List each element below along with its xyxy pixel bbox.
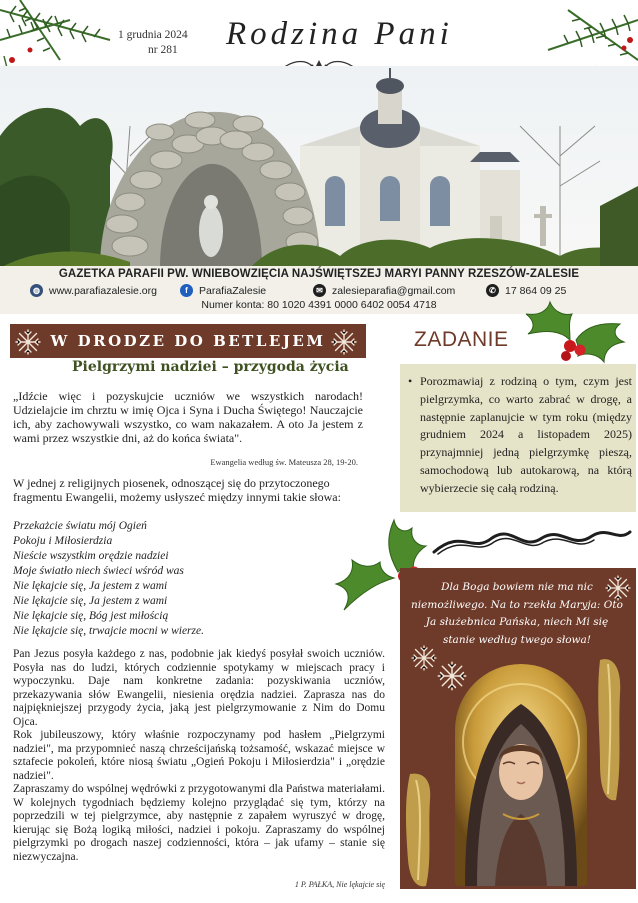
article-body bbox=[13, 648, 385, 864]
task-bullet: • bbox=[408, 374, 413, 388]
holly-leaves-icon bbox=[520, 300, 630, 366]
decorative-scribble-icon bbox=[432, 524, 632, 558]
bank-account: Numer konta: 80 1020 4391 0000 6402 0054 4718 bbox=[201, 299, 437, 311]
song-line: Pokoju i Miłosierdzia bbox=[13, 535, 113, 547]
article-banner bbox=[10, 324, 366, 358]
church-grotto-photo bbox=[0, 66, 638, 268]
gold-brush-stroke bbox=[402, 770, 438, 890]
snowflake-icon bbox=[14, 328, 42, 356]
phone-number[interactable]: 17 864 09 25 bbox=[505, 284, 567, 297]
article-intro: W jednej z religijnych piosenek, odnoszącej się do przytoczonego fragmentu Ewangelii, możemy usłyszeć między innymi takie słowa: bbox=[13, 476, 341, 504]
article-paragraph: Pan Jezus posyła każdego z nas, podobnie jak kiedyś posyłał swoich uczniów. Posyła nas do ludzi, których codziennie spotykamy w miejscach pracy i wypoczynku. Daje nam konkretne zadania: pozyskiwania uczniów, przekazywania słów Ewangelii, niesienia orędzia nadziei. Zaprasza nas do najpiękniejszej przygody życia, jaką jest pielgrzymowanie z Nim do Domu Ojca. bbox=[13, 648, 385, 728]
globe-icon: ◍ bbox=[30, 284, 43, 297]
article-paragraph: Zapraszamy do wspólnej wędrówki z przygotowanymi dla Państwa materiałami. W kolejnych tygodniach będziemy kolejno przyglądać się tym, którzy na poprzedzili w tej pielgrzymce, aby następnie z zapałem wyruszyć w drogę, kierując się Bożą logiką miłości, nadziei i pokoju. Zapraszamy do wspólnej pielgrzymki po drogach naszej codzienności, która – jak ufamy – stanie się niezwyczajna. bbox=[13, 783, 385, 863]
website-contact[interactable] bbox=[30, 284, 157, 297]
website-link[interactable]: www.parafiazalesie.org bbox=[49, 284, 157, 297]
snowflake-icon bbox=[330, 328, 358, 356]
facebook-contact[interactable] bbox=[180, 284, 266, 297]
gold-brush-stroke bbox=[594, 654, 626, 804]
issue-date: 1 grudnia 2024 bbox=[118, 29, 188, 41]
task-description bbox=[406, 373, 632, 498]
facebook-link[interactable]: ParafiaZalesie bbox=[199, 284, 267, 297]
email-contact[interactable] bbox=[313, 284, 455, 297]
article-paragraph: Rok jubileuszowy, który właśnie rozpoczynamy pod hasłem „Pielgrzymi nadziei", ma przypomnieć naszą chrześcijańską tożsamość, wskazać miejsce w sztafecie pokoleń, które niosą światu „Ogień Pokoju i Miłosierdzia" i „orędzie nadziei". bbox=[13, 729, 385, 782]
masthead-title-line1: Rodzina Pani bbox=[226, 16, 453, 52]
article-banner-title: W DRODZE DO BETLEJEM bbox=[50, 332, 326, 350]
gospel-quote: „Idźcie więc i pozyskujcie uczniów we wszystkich narodach! Udzielajcie im chrztu w imię Ojca i Syna i Ducha Świętego! Nauczajcie ich, aby zachowywali wszystko, co wam nakazałem. A oto Ja jestem z wami przez wszystkie dni, aż do końca świata". bbox=[13, 389, 363, 445]
song-line: Nie lękajcie się, Ja jestem z wami bbox=[13, 580, 168, 592]
snowflake-icon bbox=[436, 660, 468, 692]
article-subtitle: Pielgrzymi nadziei – przygoda życia bbox=[72, 359, 349, 375]
article-signature: 1 P. PAŁKA, Nie lękajcie się bbox=[294, 880, 385, 889]
parish-name: GAZETKA PARAFII PW. WNIEBOWZIĘCIA NAJŚWIĘTSZEJ MARYI PANNY RZESZÓW-ZALESIE bbox=[58, 268, 580, 280]
song-line: Przekażcie światu mój Ogień bbox=[13, 520, 147, 532]
phone-contact[interactable] bbox=[486, 284, 566, 297]
snowflake-icon bbox=[604, 574, 632, 602]
mail-icon: ✉ bbox=[313, 284, 326, 297]
email-link[interactable]: zalesieparafia@gmail.com bbox=[332, 284, 456, 297]
task-text: Porozmawiaj z rodziną o tym, czym jest pielgrzymka, co warto zabrać w drogę, a następnie zaplanujcie w tym roku (między grudniem 2024 a listopadem 2025) przynajmniej jedną pielgrzymkę pieszą, samochodową lub autokarową, na którą wybierzecie się całą rodziną. bbox=[420, 374, 632, 495]
song-lyrics bbox=[13, 519, 343, 639]
song-line: Nie lękajcie się, Bóg jest miłością bbox=[13, 610, 169, 622]
bible-verse: Dla Boga bowiem nie ma nic niemożliwego. Na to rzekła Maryja: Oto Ja służebnica Pańska, niech Mi się stanie według twego słowa! bbox=[411, 581, 623, 646]
issue-date-block bbox=[118, 28, 188, 58]
snowflake-icon bbox=[410, 644, 438, 672]
madonna-icon-image bbox=[455, 664, 587, 886]
song-line: Nie lękajcie się, Ja jestem z wami bbox=[13, 595, 168, 607]
task-heading: ZADANIE bbox=[414, 328, 509, 351]
song-line: Nie lękajcie się, trwajcie mocni w wierze. bbox=[13, 625, 204, 637]
song-line: Nieście wszystkim orędzie nadziei bbox=[13, 550, 169, 562]
issue-number: nr 281 bbox=[148, 44, 178, 56]
facebook-icon: f bbox=[180, 284, 193, 297]
song-line: Moje światło niech świeci wśród was bbox=[13, 565, 184, 577]
phone-icon: ✆ bbox=[486, 284, 499, 297]
gospel-quote-source: Ewangelia według św. Mateusza 28, 19-20. bbox=[210, 457, 358, 467]
